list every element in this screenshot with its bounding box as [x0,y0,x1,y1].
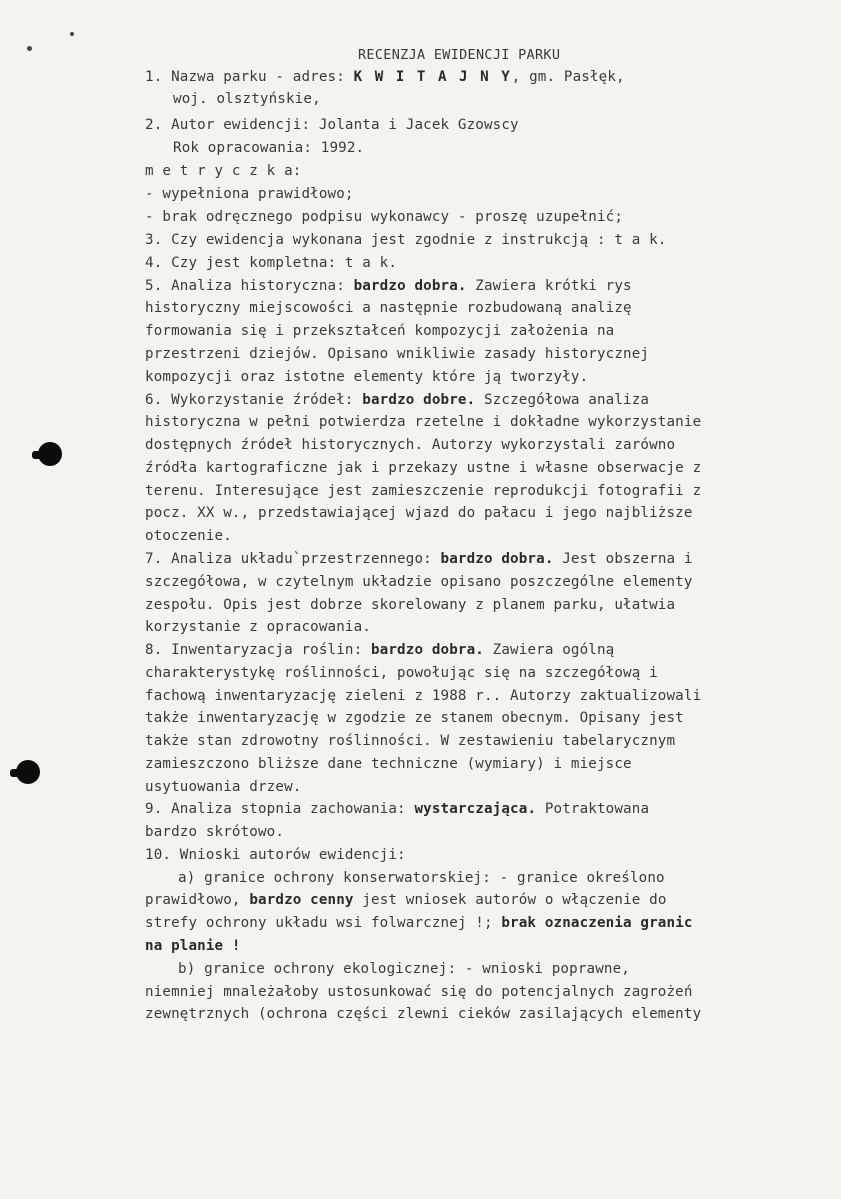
item-6-rating: bardzo dobre. [362,392,476,408]
item-5-label: 5. Analiza historyczna: [145,278,354,294]
item-10a-line-3 [145,912,693,934]
item-5-line-1 [145,275,632,297]
item-7-rating: bardzo dobra. [440,551,554,567]
item-7-label: 7. Analiza układu`przestrzennego: [145,551,441,567]
item-6-line-4: źródła kartograficzne jak i przekazy ustne i własne obserwacje z [145,460,702,476]
item-10a-emphasis-1: bardzo cenny [249,892,354,908]
item-8-line-3: fachową inwentaryzację zieleni z 1988 r.. Autorzy zaktualizowali [145,688,702,704]
item-1-line-1 [145,66,625,88]
item-10a-text-1: prawidłowo, [145,892,250,908]
item-10b-line-2: niemniej mnależałoby ustosunkować się do potencjalnych zagrożeń [145,984,693,1000]
document-title: RECENZJA EWIDENCJI PARKU [358,47,561,63]
item-9-rating: wystarczająca. [414,801,537,817]
item-6-line-2: historyczna w pełni potwierdza rzetelne i dokładne wykorzystanie [145,414,702,430]
item-10-heading: 10. Wnioski autorów ewidencji: [145,847,406,863]
item-6-line-3: dostępnych źródeł historycznych. Autorzy wykorzystali zarówno [145,437,676,453]
item-8-text: Zawiera ogólną [483,642,615,658]
item-5-line-5: kompozycji oraz istotne elementy które ją tworzyły. [145,369,589,385]
metryczka-heading: m e t r y c z k a: [145,163,302,179]
item-5-line-3: formowania się i przekształceń kompozycji założenia na [145,323,615,339]
item-6-label: 6. Wykorzystanie źródeł: [145,392,363,408]
item-10a-line-4 [145,935,241,957]
item-8-line-1 [145,639,614,661]
item-8-line-5: także stan zdrowotny roślinności. W zestawieniu tabelarycznym [145,733,676,749]
item-5-line-4: przestrzeni dziejów. Opisano wnikliwie zasady historycznej [145,346,650,362]
item-4: 4. Czy jest kompletna: t a k. [145,255,398,271]
item-10b-line-1: b) granice ochrony ekologicznej: - wnioski poprawne, [178,961,630,977]
item-6-text: Szczegółowa analiza [475,392,650,408]
item-8-line-2: charakterystykę roślinności, powołując się na szczegółową i [145,665,658,681]
metryczka-item-2: - brak odręcznego podpisu wykonawcy - proszę uzupełnić; [145,209,624,225]
item-10b-line-3: zewnętrznych (ochrona części zlewni cieków zasilających elementy [145,1006,702,1022]
item-2-line-2: Rok opracowania: 1992. [173,140,365,156]
item-9-line-2: bardzo skrótowo. [145,824,285,840]
item-6-line-1 [145,389,649,411]
punch-hole-bottom [16,760,40,784]
punch-hole-top [38,442,62,466]
item-7-line-3: zespołu. Opis jest dobrze skorelowany z planem parku, ułatwia [145,597,676,613]
item-6-line-7: otoczenie. [145,528,232,544]
item-8-line-6: zamieszczono bliższe dane techniczne (wymiary) i miejsce [145,756,632,772]
item-7-line-2: szczegółowa, w czytelnym układzie opisano poszczególne elementy [145,574,693,590]
item-6-line-5: terenu. Interesujące jest zamieszczenie reprodukcji fotografii z [145,483,702,499]
item-10a-line-1: a) granice ochrony konserwatorskiej: - granice określono [178,870,665,886]
item-5-rating: bardzo dobra. [353,278,467,294]
item-8-rating: bardzo dobra. [370,642,484,658]
item-8-label: 8. Inwentaryzacja roślin: [145,642,371,658]
item-10a-emphasis-2: brak oznaczenia granic [501,915,693,931]
item-7-text: Jest obszerna i [553,551,693,567]
park-name: K W I T A J N Y [353,69,512,85]
item-9-line-1 [145,798,649,820]
item-6-line-6: pocz. XX w., przedstawiającej wjazd do pałacu i jego najbliższe [145,505,693,521]
item-7-line-1 [145,548,693,570]
item-10a-text-2: jest wniosek autorów o włączenie do [353,892,667,908]
item-9-label: 9. Analiza stopnia zachowania: [145,801,415,817]
item-1-location: , gm. Pasłęk, [511,69,625,85]
item-1-line-2: woj. olsztyńskie, [173,91,321,107]
speck [70,32,74,36]
item-10a-line-2 [145,889,667,911]
item-10a-emphasis-3: na planie ! [145,938,241,954]
item-10a-text-3: strefy ochrony układu wsi folwarcznej !; [145,915,502,931]
item-8-line-4: także inwentaryzację w zgodzie ze stanem obecnym. Opisany jest [145,710,684,726]
item-8-line-7: usytuowania drzew. [145,779,302,795]
item-5-line-2: historyczny miejscowości a następnie rozbudowaną analizę [145,300,632,316]
speck [27,46,32,51]
item-9-text: Potraktowana [536,801,650,817]
item-1-label: 1. Nazwa parku - adres: [145,69,354,85]
item-5-text: Zawiera krótki rys [466,278,632,294]
item-3: 3. Czy ewidencja wykonana jest zgodnie z instrukcją : t a k. [145,232,667,248]
item-7-line-4: korzystanie z opracowania. [145,619,371,635]
metryczka-item-1: - wypełniona prawidłowo; [145,186,354,202]
item-2-line-1: 2. Autor ewidencji: Jolanta i Jacek Gzowscy [145,117,519,133]
